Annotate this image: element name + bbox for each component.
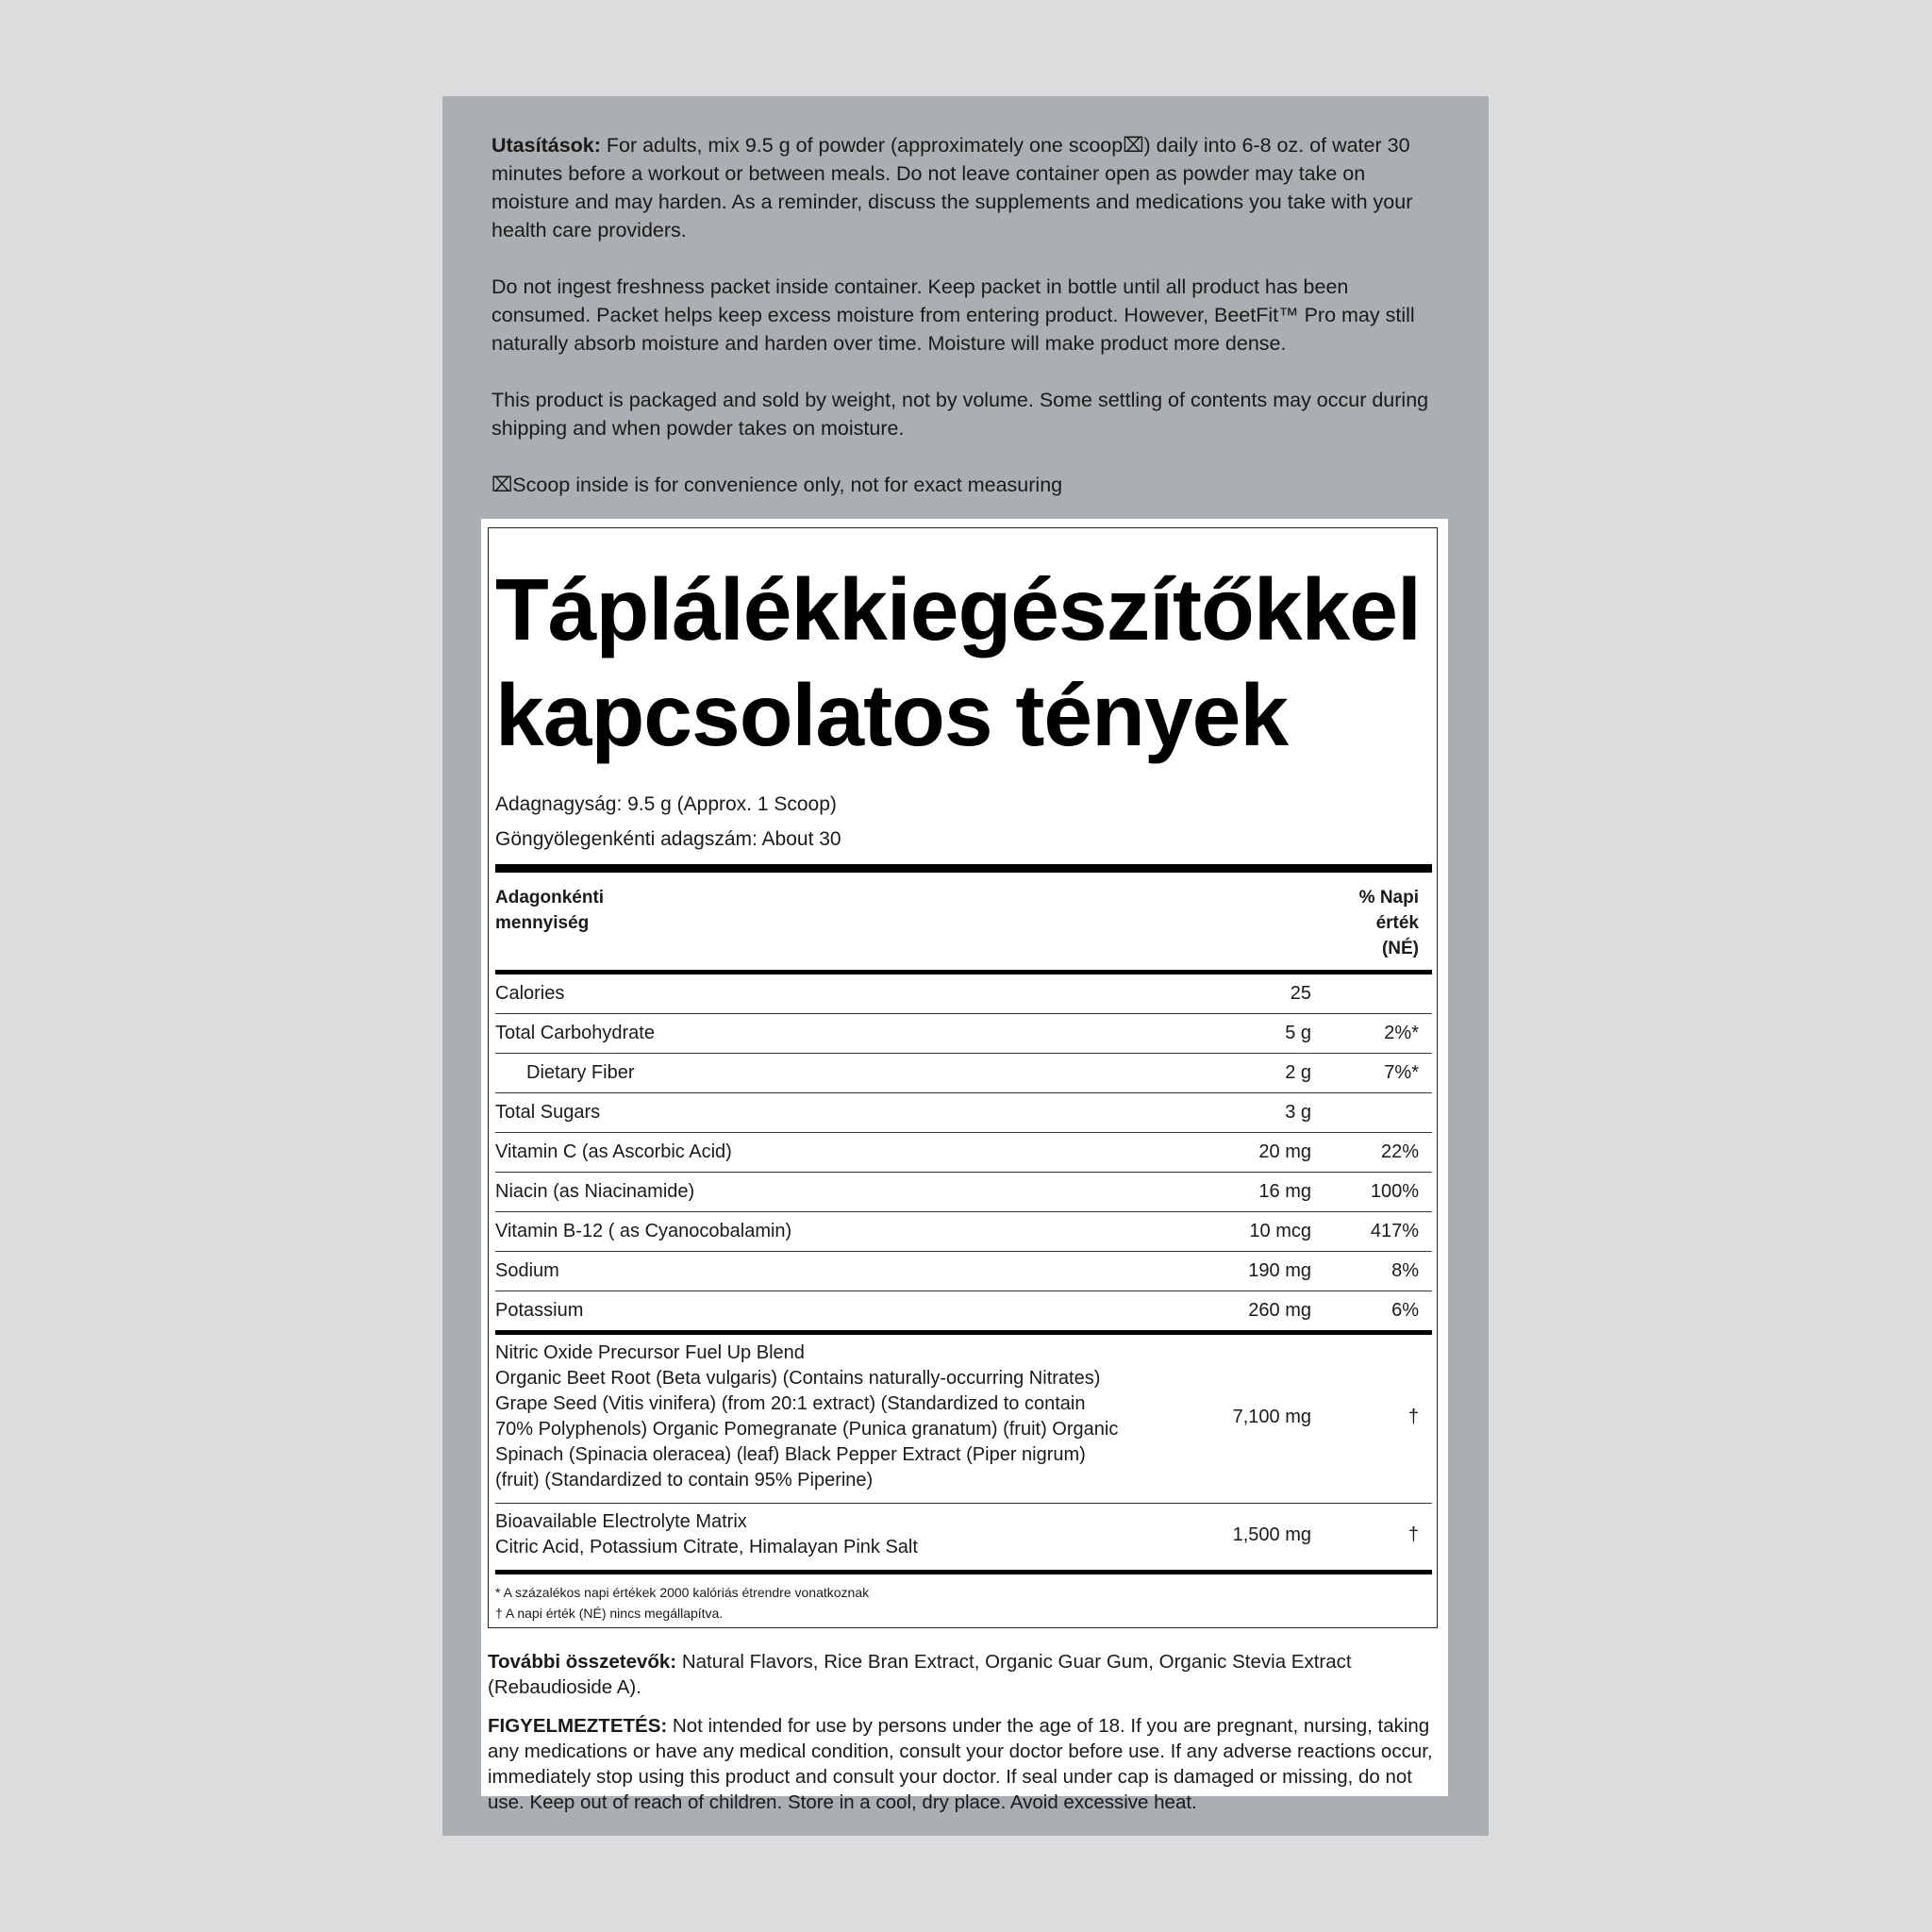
footnote-dv-basis: * A százalékos napi értékek 2000 kalóriás étrendre vonatkoznak xyxy=(495,1585,870,1600)
blend-description: Organic Beet Root (Beta vulgaris) (Contains naturally-occurring Nitrates) Grape Seed (Vitis vinifera) (from 20:1 extract) (Standardized to contain 70% Polyphenols) Organic Pomegranate (Punica granatum) (fruit) Organic Spinach (Spinacia oleracea) (leaf) Black Pepper Extract (Piper nigrum) (fruit) (Standardized to contain 95% Piperine) xyxy=(495,1368,1119,1491)
thick-divider xyxy=(495,864,1432,873)
warning-label: FIGYELMEZTETÉS: xyxy=(488,1715,668,1737)
facts-title-line-2: kapcsolatos tények xyxy=(495,666,1289,764)
nutrient-amount: 10 mcg xyxy=(1249,1221,1311,1241)
blend-text xyxy=(495,1341,1160,1493)
blend-amount: 1,500 mg xyxy=(1232,1524,1311,1545)
white-label xyxy=(481,519,1448,1813)
blend-dv: † xyxy=(1407,1406,1419,1427)
header-daily-value xyxy=(1359,885,1419,960)
header-amount-per-serving xyxy=(495,885,604,960)
nutrient-amount: 16 mg xyxy=(1258,1181,1311,1202)
warning xyxy=(488,1713,1441,1815)
nutrient-row xyxy=(495,1133,1432,1173)
nutrient-name: Calories xyxy=(495,983,565,1004)
nutrient-name: Vitamin C (as Ascorbic Acid) xyxy=(495,1141,732,1162)
nutrient-dv: 6% xyxy=(1391,1300,1419,1321)
nutrient-dv: 8% xyxy=(1391,1260,1419,1281)
nutrient-name: Dietary Fiber xyxy=(526,1062,635,1083)
nutrient-amount: 20 mg xyxy=(1258,1141,1311,1162)
nutrient-row xyxy=(495,974,1432,1014)
nutrient-dv: 100% xyxy=(1370,1181,1419,1202)
nutrient-amount: 190 mg xyxy=(1248,1260,1311,1281)
facts-header-row xyxy=(495,873,1432,970)
nutrient-amount: 3 g xyxy=(1285,1102,1311,1123)
nutrient-row xyxy=(495,1173,1432,1212)
directions-para-1 xyxy=(491,131,1444,244)
other-ingredients-text: Natural Flavors, Rice Bran Extract, Organic Guar Gum, Organic Stevia Extract (Rebaudioside A). xyxy=(488,1651,1352,1698)
directions-para-2: Do not ingest freshness packet inside container. Keep packet in bottle until all product has been consumed. Packet helps keep excess moisture from entering product. However, BeetFit™ Pro may still naturally absorb moisture and harden over time. Moisture will make product more dense. xyxy=(491,275,1415,355)
nutrient-row xyxy=(495,1252,1432,1291)
nutrient-row xyxy=(495,1054,1432,1093)
nutrient-name: Potassium xyxy=(495,1300,584,1321)
blend-text xyxy=(495,1509,1160,1560)
supplement-facts-box xyxy=(488,527,1438,1628)
label-panel xyxy=(442,96,1489,1836)
serving-size: Adagnagyság: 9.5 g (Approx. 1 Scoop) xyxy=(495,793,837,815)
nutrient-name: Total Sugars xyxy=(495,1102,601,1123)
warning-text: Not intended for use by persons under the age of 18. If you are pregnant, nursing, taking any medications or have any medical condition, consult your doctor before use. If any adverse reactions occur, immediately stop using this product and consult your doctor. If seal under cap is damaged or missing, do not use. Keep out of reach of children. Store in a cool, dry place. Avoid excessive heat. xyxy=(488,1715,1433,1813)
blend-description: Citric Acid, Potassium Citrate, Himalayan Pink Salt xyxy=(495,1537,918,1557)
nutrient-name: Niacin (as Niacinamide) xyxy=(495,1181,695,1202)
blend-dv: † xyxy=(1407,1524,1419,1545)
servings-per-container: Göngyölegenkénti adagszám: About 30 xyxy=(495,828,841,850)
other-info xyxy=(488,1649,1441,1828)
other-ingredients xyxy=(488,1649,1441,1700)
nutrient-name: Total Carbohydrate xyxy=(495,1023,655,1043)
header-right-line-2: érték xyxy=(1375,913,1419,933)
nutrient-dv: 7%* xyxy=(1384,1062,1419,1083)
footnote-dv-not-established: † A napi érték (NÉ) nincs megállapítva. xyxy=(495,1606,724,1621)
footnote-divider xyxy=(495,1570,1432,1574)
nutrient-amount: 260 mg xyxy=(1248,1300,1311,1321)
nutrient-name: Sodium xyxy=(495,1260,559,1281)
facts-title-line-1: Táplálékkiegészítőkkel xyxy=(495,560,1421,658)
nutrient-row xyxy=(495,1014,1432,1054)
nutrient-row xyxy=(495,1093,1432,1133)
serving-info xyxy=(495,787,1432,857)
nutrient-row xyxy=(495,1212,1432,1252)
nutrient-row xyxy=(495,1291,1432,1330)
nutrient-amount: 2 g xyxy=(1285,1062,1311,1083)
directions-para-4: ⌧Scoop inside is for convenience only, not for exact measuring xyxy=(491,474,1063,496)
facts-title xyxy=(495,557,1432,768)
directions-label: Utasítások: xyxy=(491,134,601,157)
other-ingredients-label: További összetevők: xyxy=(488,1651,677,1673)
header-right-line-3: (NÉ) xyxy=(1381,939,1419,958)
directions-section xyxy=(491,131,1444,527)
nutrient-amount: 5 g xyxy=(1285,1023,1311,1043)
nutrient-dv: 22% xyxy=(1380,1141,1419,1162)
header-left-line-1: Adagonkénti xyxy=(495,888,605,908)
nutrient-name: Vitamin B-12 ( as Cyanocobalamin) xyxy=(495,1221,792,1241)
directions-para-3: This product is packaged and sold by weight, not by volume. Some settling of contents may occur during shipping and when powder takes on moisture. xyxy=(491,389,1429,440)
nutrient-dv: 2%* xyxy=(1384,1023,1419,1043)
nutrient-dv: 417% xyxy=(1370,1221,1419,1241)
footnotes xyxy=(495,1582,1432,1624)
header-right-line-1: % Napi xyxy=(1358,888,1419,908)
directions-text: For adults, mix 9.5 g of powder (approximately one scoop⌧) daily into 6-8 oz. of water 30 minutes before a workout or between meals. Do not leave container open as powder may take on moisture and may harden. As a reminder, discuss the supplements and medications you take with your health care providers. xyxy=(491,134,1413,242)
blend-row-nitric-oxide xyxy=(495,1335,1432,1504)
header-left-line-2: mennyiség xyxy=(495,913,590,933)
blend-name: Nitric Oxide Precursor Fuel Up Blend xyxy=(495,1342,805,1363)
blend-row-electrolyte xyxy=(495,1504,1432,1570)
nutrient-amount: 25 xyxy=(1290,983,1311,1004)
blend-amount: 7,100 mg xyxy=(1232,1406,1311,1427)
blend-name: Bioavailable Electrolyte Matrix xyxy=(495,1511,747,1532)
